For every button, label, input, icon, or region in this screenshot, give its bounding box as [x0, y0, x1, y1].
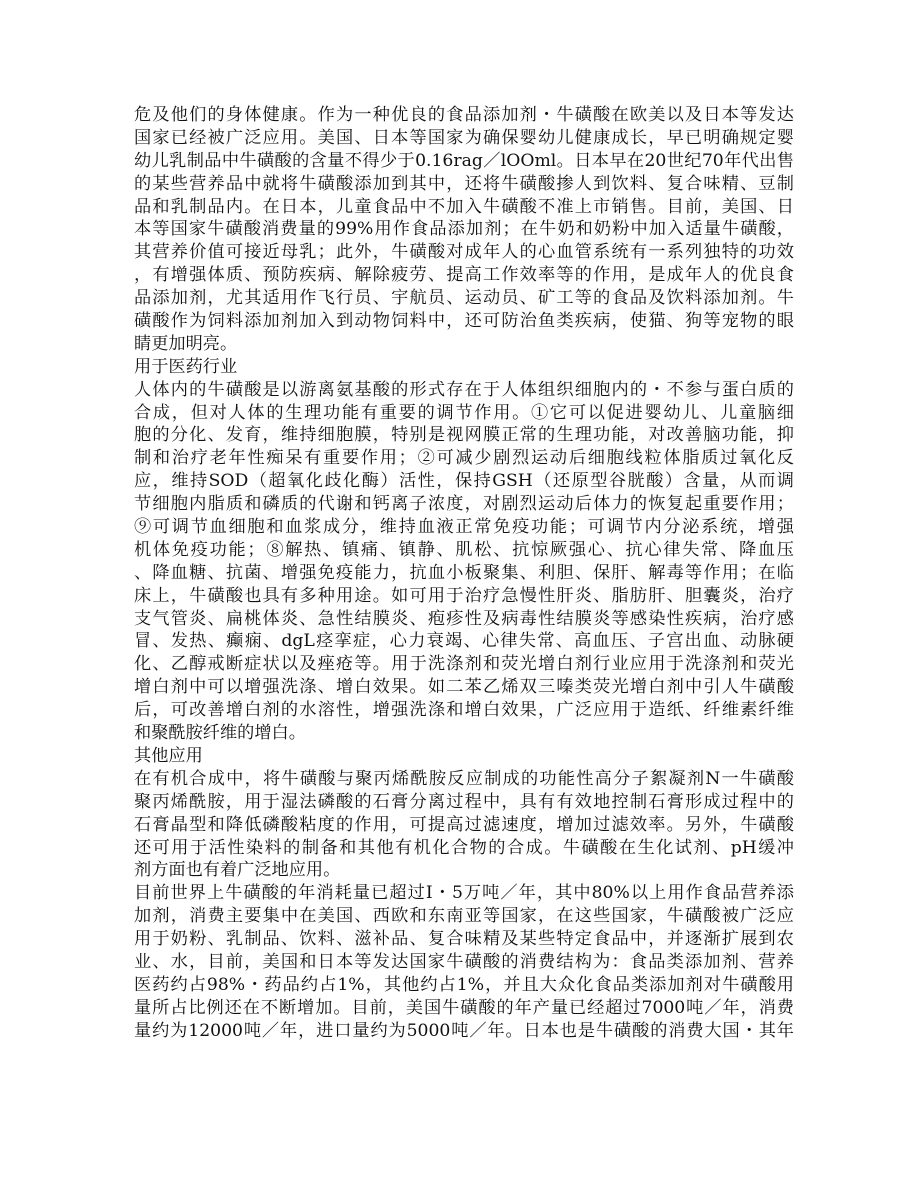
text-line: 石膏晶型和降低磷酸粘度的作用，可提高过滤速度，增加过滤效率。另外，牛磺酸: [134, 814, 794, 835]
text-line: 量约为12000吨／年，进口量约为5000吨／年。日本也是牛磺酸的消费大国・其年: [134, 1020, 794, 1041]
text-line: 床上，牛磺酸也具有多种用途。如可用于治疗急慢性肝炎、脂肪肝、胆囊炎，治疗: [134, 585, 794, 606]
document-body: [134, 104, 794, 1043]
text-line: 其营养价值可接近母乳；此外，牛磺酸对成年人的心血管系统有一系列独特的功效: [134, 242, 794, 263]
text-line: 医药约占98%・药品约占1%，其他约占1%，并且大众化食品类添加剂对牛磺酸用: [134, 974, 794, 995]
text-line: 和聚酰胺纤维的增白。: [134, 723, 306, 744]
text-line: 量所占比例还在不断增加。目前，美国牛磺酸的年产量已经超过7000吨／年，消费: [134, 997, 794, 1018]
text-line: 还可用于活性染料的制备和其他有机化合物的合成。牛磺酸在生化试剂、pH缓冲: [134, 837, 794, 858]
text-line: 幼儿乳制品中牛磺酸的含量不得少于0.16rag／lOOml。日本早在20世纪70年代出售: [134, 150, 794, 171]
text-line: 制和治疗老年性痴呆有重要作用；②可减少剧烈运动后细胞线粒体脂质过氧化反: [134, 448, 794, 469]
text-line: 人体内的牛磺酸是以游离氨基酸的形式存在于人体组织细胞内的・不参与蛋白质的: [134, 379, 794, 400]
text-line: 机体免疫功能；⑧解热、镇痛、镇静、肌松、抗惊厥强心、抗心律失常、降血压: [134, 539, 794, 560]
text-line: 国家已经被广泛应用。美国、日本等国家为确保婴幼儿健康成长，早已明确规定婴: [134, 127, 794, 148]
section-heading: 其他应用: [134, 745, 203, 766]
text-line: 本等国家牛磺酸消费量的99%用作食品添加剂；在牛奶和奶粉中加入适量牛磺酸，: [134, 219, 794, 240]
text-line: 危及他们的身体健康。作为一种优良的食品添加剂・牛磺酸在欧美以及日本等发达: [134, 105, 794, 125]
text-line: 业、水，目前，美国和日本等发达国家牛磺酸的消费结构为：食品类添加剂、营养: [134, 951, 794, 972]
text-line: 在有机合成中，将牛磺酸与聚丙烯酰胺反应制成的功能性高分子絮凝剂N一牛磺酸: [134, 768, 794, 789]
text-line: 品和乳制品内。在日本，儿童食品中不加入牛磺酸不准上市销售。目前，美国、日: [134, 196, 794, 217]
text-line: 剂方面也有着广泛地应用。: [134, 860, 341, 881]
text-line: 化、乙醇戒断症状以及痤疮等。用于洗涤剂和荧光增白剂行业应用于洗涤剂和荧光: [134, 654, 794, 675]
text-line: 支气管炎、扁桃体炎、急性结膜炎、疱疹性及病毒性结膜炎等感染性疾病，治疗感: [134, 608, 794, 629]
text-line: 应，维持SOD（超氧化歧化酶）活性，保持GSH（还原型谷胱酸）含量，从而调: [134, 471, 794, 492]
text-line: 冒、发热、癫痫、dgL痉挛症，心力衰竭、心律失常、高血压、子宫出血、动脉硬: [134, 631, 794, 652]
text-line: 目前世界上牛磺酸的年消耗量已超过I・5万吨／年，其中80%以上用作食品营养添: [134, 883, 794, 904]
section-heading: 用于医药行业: [134, 356, 238, 377]
text-line: 节细胞内脂质和磷质的代谢和钙离子浓度，对剧烈运动后体力的恢复起重要作用；: [134, 494, 794, 515]
text-line: 的某些营养品中就将牛磺酸添加到其中，还将牛磺酸掺人到饮料、复合味精、豆制: [134, 173, 794, 194]
text-line: 增白剂中可以增强洗涤、增白效果。如二苯乙烯双三嗪类荧光增白剂中引人牛磺酸: [134, 677, 794, 698]
text-line: 、降血糖、抗菌、增强免疫能力，抗血小板聚集、利胆、保肝、解毒等作用；在临: [134, 562, 794, 583]
text-line: 磺酸作为饲料添加剂加入到动物饲料中，还可防治鱼类疾病，使猫、狗等宠物的眼: [134, 311, 794, 332]
text-line: 合成，但对人体的生理功能有重要的调节作用。①它可以促进婴幼儿、儿童脑细: [134, 402, 794, 423]
text-line: ⑨可调节血细胞和血浆成分，维持血液正常免疫功能；可调节内分泌系统，增强: [134, 517, 794, 538]
text-line: 聚丙烯酰胺，用于湿法磷酸的石膏分离过程中，具有有效地控制石膏形成过程中的: [134, 791, 794, 812]
text-line: 品添加剂，尤其适用作飞行员、宇航员、运动员、矿工等的食品及饮料添加剂。牛: [134, 288, 794, 309]
text-line: 后，可改善增白剂的水溶性，增强洗涤和增白效果，广泛应用于造纸、纤维素纤维: [134, 700, 794, 721]
text-line: 用于奶粉、乳制品、饮料、滋补品、复合味精及某些特定食品中，并逐渐扩展到农: [134, 929, 794, 950]
text-line: 睛更加明亮。: [134, 333, 238, 354]
text-line: 胞的分化、发育，维持细胞膜，特别是视网膜正常的生理功能，对改善脑功能，抑: [134, 425, 794, 446]
text-line: 加剂，消费主要集中在美国、西欧和东南亚等国家，在这些国家，牛磺酸被广泛应: [134, 906, 794, 927]
text-line: ，有增强体质、预防疾病、解除疲劳、提高工作效率等的作用，是成年人的优良食: [134, 265, 794, 286]
